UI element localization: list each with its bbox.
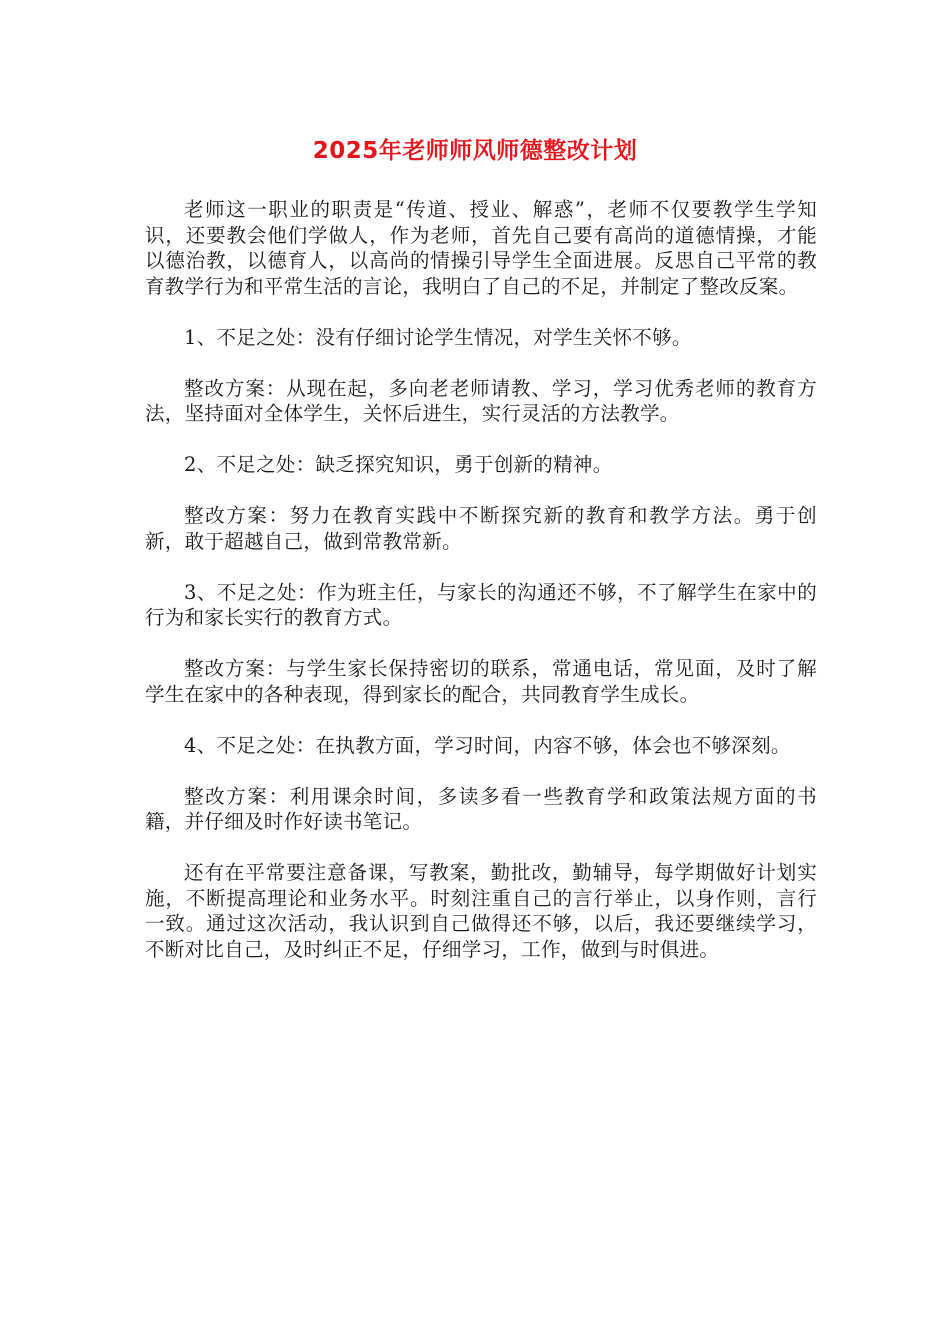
- paragraph-shortcoming-4: 4、不足之处：在执教方面，学习时间，内容不够，体会也不够深刻。: [184, 733, 791, 757]
- paragraph-shortcoming-1: 1、不足之处：没有仔细讨论学生情况，对学生关怀不够。: [184, 325, 692, 349]
- paragraph-plan-1: 整改方案：从现在起，多向老老师请教、学习，学习优秀老师的教育方法，坚持面对全体学生，关怀后进生，实行灵活的方法教学。: [145, 376, 817, 425]
- paragraph-plan-3: 整改方案：与学生家长保持密切的联系，常通电话，常见面，及时了解学生在家中的各种表现，得到家长的配合，共同教育学生成长。: [145, 657, 817, 706]
- paragraph-plan-4: 整改方案：利用课余时间，多读多看一些教育学和政策法规方面的书籍，并仔细及时作好读书笔记。: [145, 784, 817, 833]
- paragraph-conclusion: 还有在平常要注意备课，写教案，勤批改，勤辅导，每学期做好计划实施，不断提高理论和业务水平。时刻注重自己的言行举止，以身作则，言行一致。通过这次活动，我认识到自己做得还不够，以后，我还要继续学习，不断对比自己，及时纠正不足，仔细学习，工作，做到与时俱进。: [145, 861, 817, 961]
- document-title: 2025年老师师风师德整改计划: [312, 138, 638, 164]
- paragraph-plan-2: 整改方案：努力在教育实践中不断探究新的教育和教学方法。勇于创新，敢于超越自己，做到常教常新。: [145, 504, 817, 553]
- paragraph-shortcoming-2: 2、不足之处：缺乏探究知识，勇于创新的精神。: [184, 453, 613, 476]
- paragraph-intro: 老师这一职业的职责是“传道、授业、解惑”，老师不仅要教学生学知识，还要教会他们学做人，作为老师，首先自己要有高尚的道德情操，才能以德治教，以德育人，以高尚的情操引导学生全面进展。反思自己平常的教育教学行为和平常生活的言论，我明白了自己的不足，并制定了整改反案。: [145, 198, 817, 298]
- document-body: [145, 197, 817, 988]
- paragraph-shortcoming-3: 3、不足之处：作为班主任，与家长的沟通还不够，不了解学生在家中的行为和家长实行的教育方式。: [145, 580, 817, 629]
